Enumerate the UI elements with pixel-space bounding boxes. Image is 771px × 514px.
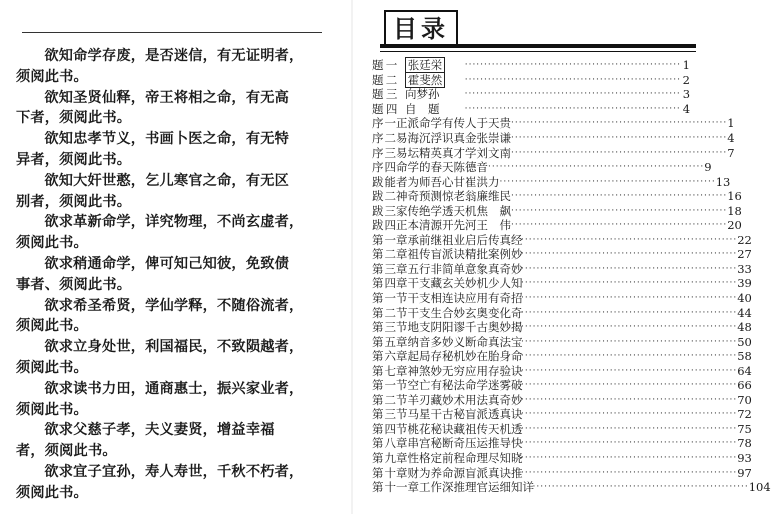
toc-entry-kind: 第 <box>372 305 385 320</box>
left-paragraph <box>16 212 334 254</box>
toc-entry-subtitle: 崔洪力 <box>465 174 500 189</box>
paragraph-lead-line: 欲求宜子宜孙，寿人寿世，千秋不朽者， <box>44 463 304 480</box>
toc-leader-dots: ························································ <box>521 234 738 245</box>
toc-entry-page: 2 <box>682 72 690 87</box>
toc-entry-kind: 题 <box>372 58 385 73</box>
toc-entry-number: 三 <box>384 203 396 218</box>
toc-entry-subtitle: 断命真法宝 <box>465 334 523 349</box>
toc-entry-page: 58 <box>737 349 752 364</box>
toc-entry-kind: 第 <box>372 276 385 291</box>
toc-entry-kind: 序 <box>372 160 385 175</box>
toc-entry-kind: 序 <box>372 131 385 145</box>
toc-entry[interactable] <box>372 465 752 480</box>
toc-entry-page: 97 <box>737 465 752 480</box>
toc-entry-page: 39 <box>737 276 752 291</box>
toc-entry-subtitle: 应用存验诀 <box>465 363 523 378</box>
paragraph-tail-line: 别者，须阅此书。 <box>16 193 132 210</box>
toc-entry-page: 27 <box>737 247 752 262</box>
toc-entry-subtitle: 妙机少人知 <box>465 276 523 291</box>
left-paragraph <box>16 420 334 462</box>
toc-entry[interactable] <box>372 421 752 437</box>
toc-entry-page: 7 <box>727 145 735 160</box>
toc-entry-number: 二 <box>384 247 396 262</box>
toc-entry[interactable] <box>372 58 690 73</box>
toc-entry-page: 20 <box>727 218 742 233</box>
toc-entry[interactable] <box>372 145 735 160</box>
toc-entry-subtitle: 启后传真经 <box>465 232 523 247</box>
toc-entry-title: 正派命学有传人 <box>396 116 477 131</box>
paragraph-tail-line: 事者、须阅此书。 <box>16 276 132 293</box>
toc-leader-dots: ························································ <box>532 482 749 493</box>
toc-entry-kind: 第 <box>372 407 385 422</box>
toc-leader-dots: ························································ <box>521 293 738 304</box>
toc-entry-number: 八 <box>384 436 396 451</box>
toc-leader-dots: ························································ <box>511 147 728 158</box>
toc-entry-page: 4 <box>727 131 735 145</box>
toc-entry-number: 三 <box>384 261 396 276</box>
left-paragraph <box>16 296 334 338</box>
toc-entry-unit: 章 <box>396 276 408 291</box>
toc-entry-title: 正本清源开先河 <box>396 218 477 233</box>
toc-leader-dots: ························································ <box>521 263 738 274</box>
toc-leader-dots: ························································ <box>499 176 716 187</box>
toc-entry[interactable] <box>372 73 690 88</box>
toc-leader-dots: ························································ <box>521 322 738 333</box>
toc-entry-kind: 跋 <box>372 174 385 189</box>
toc-entry-number: 四 <box>385 101 398 116</box>
toc-entry-kind: 跋 <box>372 189 385 204</box>
toc-entry-unit: 章 <box>396 349 408 364</box>
paragraph-tail-line: 下者，须阅此书。 <box>16 110 132 127</box>
toc-entry-page: 104 <box>748 480 771 495</box>
toc-entry-title: 神煞妙无穷 <box>407 363 465 378</box>
toc-entry-subtitle: 王 伟 <box>476 218 511 233</box>
toc-leader-dots: ························································ <box>521 394 738 405</box>
left-paragraph <box>16 129 334 171</box>
toc-entry-kind: 第 <box>372 320 385 335</box>
toc-entry-title: 羊刃藏妙术 <box>407 392 465 407</box>
paragraph-tail-line: 须阅此书。 <box>16 318 88 335</box>
toc-entry-kind: 序 <box>372 116 385 131</box>
toc-entry[interactable] <box>372 232 752 248</box>
toc-entry-unit: 章 <box>396 363 408 378</box>
toc-entry-subtitle: 官运细知详 <box>476 480 534 495</box>
toc-entry[interactable] <box>372 291 752 306</box>
toc-entry-number: 二 <box>385 72 398 87</box>
toc-leader-dots: ························································ <box>464 60 681 71</box>
toc-leader-dots: ························································ <box>511 220 728 231</box>
toc-entry-title <box>405 58 446 72</box>
toc-entry-title: 干支藏玄关 <box>407 276 465 291</box>
toc-entry-title: 桃花秘诀藏 <box>407 421 465 436</box>
toc-entry-number: 三 <box>385 87 398 102</box>
toc-entry-number: 二 <box>384 392 396 407</box>
toc-entry-title: 易坛精英真才学 <box>396 145 477 160</box>
toc-entry-title: 祖传盲派诀 <box>407 247 465 262</box>
toc-entry-title: 空亡有秘法 <box>407 378 465 393</box>
paragraph-lead-line: 欲知命学存废，是否迷信，有无证明者， <box>44 48 304 64</box>
toc-entry-page: 13 <box>715 174 731 189</box>
toc-entry-unit: 节 <box>396 291 408 306</box>
toc-entry-page: 16 <box>727 189 742 204</box>
toc-entry-number: 四 <box>384 276 396 291</box>
right-page <box>352 0 771 514</box>
toc-entry-title: 命学的春天 <box>396 160 454 175</box>
toc-entry-page: 66 <box>737 378 752 393</box>
toc-entry[interactable] <box>372 102 690 117</box>
toc-leader-dots: ························································ <box>521 307 738 318</box>
toc-entry-title: 家传绝学透天机 <box>396 203 477 218</box>
left-page-text <box>16 46 334 504</box>
toc-entry-page: 75 <box>737 421 752 436</box>
left-page <box>0 0 352 514</box>
toc-leader-dots: ························································ <box>464 89 681 100</box>
toc-entry-number: 三 <box>384 320 396 335</box>
toc-entry-subtitle: 祖传天机透 <box>465 421 523 436</box>
toc-entry[interactable] <box>372 378 752 393</box>
toc-leader-dots: ························································ <box>521 467 738 478</box>
toc-leader-dots: ························································ <box>521 438 738 449</box>
toc-entry-kind: 第 <box>372 334 385 349</box>
toc-entry-number: 二 <box>384 189 396 204</box>
left-paragraph <box>16 337 334 379</box>
paragraph-lead-line: 欲求立身处世，利国福民，不致陨越者， <box>44 339 304 356</box>
toc-entry-title: 串宫秘断奇 <box>407 436 465 451</box>
toc-entry-subtitle: 千古奥妙揭 <box>465 320 523 335</box>
toc-entry-page: 4 <box>682 101 691 116</box>
toc-entry-kind: 第 <box>372 451 385 466</box>
toc-entry-page: 70 <box>737 392 752 407</box>
paragraph-tail-line: 者，须阅此书。 <box>16 443 117 460</box>
toc-leader-dots: ························································ <box>511 133 728 143</box>
left-paragraph <box>16 46 334 88</box>
toc-entry-subtitle: 用法真奇妙 <box>465 392 523 407</box>
toc-entry-unit: 节 <box>396 392 408 407</box>
toc-entry-number: 一 <box>384 116 396 131</box>
toc-entry-page: 40 <box>737 291 752 306</box>
toc-leader-dots: ························································ <box>521 336 738 347</box>
paragraph-tail-line: 须阅此书。 <box>16 68 88 85</box>
toc-entry-title: 工作深推理 <box>419 480 477 495</box>
left-paragraph <box>16 462 334 504</box>
toc-entry[interactable] <box>372 363 752 378</box>
toc-entry-title: 易海沉浮识真金 <box>396 131 477 145</box>
paragraph-lead-line: 欲知大奸世憨，乞儿寒官之命，有无区 <box>44 172 289 189</box>
toc-entry-page: 22 <box>737 232 752 247</box>
toc-entry-subtitle: 应用有奇招 <box>465 291 523 306</box>
toc-entry-page: 48 <box>737 320 752 335</box>
toc-list <box>372 58 771 495</box>
toc-entry-unit: 节 <box>396 305 408 320</box>
toc-leader-dots: ························································ <box>511 205 728 216</box>
toc-leader-dots: ························································ <box>521 249 738 260</box>
paragraph-tail-line: 须阅此书。 <box>16 359 88 376</box>
toc-entry-kind: 跋 <box>372 203 385 218</box>
toc-entry[interactable] <box>372 320 752 335</box>
toc-entry-subtitle: 盲派透真诀 <box>465 407 523 422</box>
toc-leader-dots: ························································ <box>464 74 681 85</box>
toc-entry-kind: 第 <box>372 378 385 393</box>
toc-entry-subtitle: 焦 飙 <box>476 203 511 218</box>
toc-leader-dots: ························································ <box>464 103 681 114</box>
toc-entry-title: 自 题 <box>405 101 440 116</box>
toc-entry[interactable] <box>372 334 752 349</box>
toc-entry-unit: 节 <box>396 320 408 335</box>
toc-entry-kind: 第 <box>372 363 385 378</box>
toc-entry-page: 9 <box>704 160 712 175</box>
paragraph-tail-line: 须阅此书。 <box>16 401 88 418</box>
toc-entry-title: 承前继祖业 <box>407 232 465 247</box>
toc-entry-number: 四 <box>384 160 396 175</box>
toc-entry-unit: 章 <box>396 261 408 276</box>
toc-entry-page: 78 <box>737 436 752 451</box>
toc-entry-number: 三 <box>384 145 396 160</box>
toc-entry-kind: 跋 <box>372 218 385 233</box>
toc-entry-subtitle: 于天贵 <box>476 116 511 131</box>
paragraph-lead-line: 欲求读书力田，通商惠士，振兴家业者， <box>44 380 304 397</box>
toc-entry-unit: 章 <box>396 232 408 247</box>
paragraph-tail-line: 异者，须阅此书。 <box>16 151 132 168</box>
toc-entry-page: 64 <box>737 363 752 378</box>
toc-entry-title: 五行非简单 <box>407 261 465 276</box>
toc-entry-title: 干支相连诀 <box>407 291 465 306</box>
toc-header <box>380 8 696 52</box>
toc-entry-unit: 节 <box>396 407 408 422</box>
toc-entry[interactable] <box>372 349 752 364</box>
toc-entry-kind: 第 <box>372 291 385 306</box>
toc-entry-kind: 第 <box>372 436 385 451</box>
toc-entry-kind: 第 <box>372 421 385 436</box>
toc-leader-dots: ························································ <box>521 409 738 420</box>
toc-leader-dots: ························································ <box>488 162 705 173</box>
toc-entry[interactable] <box>372 247 752 262</box>
toc-leader-dots: ························································ <box>511 118 728 129</box>
left-paragraph <box>16 171 334 213</box>
toc-entry-title: 财为养命源 <box>407 465 465 480</box>
toc-entry-kind: 序 <box>372 145 385 160</box>
toc-entry-number: 二 <box>384 131 396 145</box>
toc-entry-unit: 节 <box>396 378 408 393</box>
toc-header-thin-rule <box>380 51 696 52</box>
paragraph-tail-line: 须阅此书。 <box>16 484 88 501</box>
toc-entry[interactable] <box>372 451 752 466</box>
toc-entry-number: 七 <box>384 363 396 378</box>
toc-entry-title <box>405 73 446 87</box>
toc-entry[interactable] <box>372 203 742 218</box>
toc-entry-unit: 章 <box>396 247 408 262</box>
toc-entry-title: 神奇预测惊老翁 <box>396 189 477 204</box>
toc-entry-kind: 第 <box>372 349 385 364</box>
toc-entry-page: 3 <box>682 87 691 102</box>
toc-entry-subtitle: 命理尽知晓 <box>465 451 523 466</box>
toc-entry-subtitle: 妙在胎身命 <box>465 349 523 364</box>
toc-entry-kind: 第 <box>372 261 385 276</box>
left-paragraph <box>16 88 334 130</box>
toc-entry-kind: 第 <box>372 247 385 262</box>
toc-entry-title-boxed: 张廷栄 <box>405 57 446 73</box>
paragraph-lead-line: 欲求父慈子孝，夫义妻贤，增益幸福 <box>44 422 275 439</box>
toc-entry-subtitle: 命学迷雾破 <box>465 378 523 393</box>
paragraph-tail-line: 须阅此书。 <box>16 235 88 252</box>
toc-entry[interactable] <box>372 116 735 131</box>
paragraph-lead-line: 欲知忠孝节义，书画卜医之命，有无特 <box>44 131 289 148</box>
toc-entry-number: 二 <box>384 305 396 320</box>
toc-entry-unit: 章 <box>396 436 408 451</box>
toc-entry-subtitle: 意象真奇妙 <box>465 261 523 276</box>
toc-entry-kind: 第 <box>372 392 385 407</box>
toc-entry-number: 六 <box>384 349 396 364</box>
toc-entry-unit: 章 <box>396 334 408 349</box>
toc-entry-unit: 章 <box>407 480 419 495</box>
toc-entry-title: 能者为师吾心甘 <box>384 174 465 189</box>
toc-entry-subtitle: 压运推导快 <box>465 436 523 451</box>
toc-entry-subtitle: 刘文南 <box>476 145 511 160</box>
toc-entry-kind: 第 <box>372 480 385 495</box>
toc-entry-subtitle: 陈德音 <box>453 160 488 175</box>
toc-entry-page: 93 <box>737 451 752 466</box>
toc-header-thick-rule <box>380 44 696 48</box>
toc-leader-dots: ························································ <box>521 423 738 434</box>
toc-entry-number: 十一 <box>384 480 408 495</box>
toc-entry-title: 干支生合妙 <box>407 305 465 320</box>
toc-leader-dots: ························································ <box>521 278 738 289</box>
toc-entry-title-boxed: 霍斐然 <box>405 72 446 88</box>
toc-entry-number: 九 <box>384 451 396 466</box>
toc-entry[interactable] <box>372 218 742 233</box>
toc-entry-kind: 题 <box>372 101 385 116</box>
toc-entry-page: 1 <box>682 58 690 73</box>
toc-leader-dots: ························································ <box>521 365 738 376</box>
paragraph-lead-line: 欲求革新命学，详究物理，不尚玄虚者， <box>44 214 304 231</box>
toc-entry-number: 三 <box>384 407 396 422</box>
toc-entry-number: 一 <box>385 58 398 73</box>
toc-entry-title: 向梦孙 <box>405 87 440 102</box>
paragraph-lead-line: 欲知圣贤仙释，帝王将相之命，有无高 <box>44 89 289 106</box>
toc-entry-subtitle: 盲派真诀推 <box>465 465 523 480</box>
toc-leader-dots: ························································ <box>521 351 738 362</box>
toc-entry-title: 纳音多妙义 <box>407 334 465 349</box>
toc-entry[interactable] <box>372 160 712 175</box>
toc-entry-title: 地支阴阳谬 <box>407 320 465 335</box>
toc-entry[interactable] <box>372 305 752 320</box>
toc-entry-page: 18 <box>727 203 742 218</box>
toc-entry-page: 1 <box>727 116 735 131</box>
toc-entry-kind: 题 <box>372 87 385 102</box>
toc-leader-dots: ························································ <box>521 453 738 464</box>
toc-entry-unit: 节 <box>396 421 408 436</box>
toc-entry-subtitle: 玄奥变化奇 <box>465 305 523 320</box>
toc-leader-dots: ························································ <box>521 380 738 391</box>
toc-entry[interactable] <box>372 131 735 146</box>
paragraph-lead-line: 欲求稍通命学，俾可知己知彼，免致债 <box>44 255 289 272</box>
toc-entry-subtitle: 张崇谦 <box>476 131 511 145</box>
toc-entry-unit: 章 <box>396 465 408 480</box>
toc-entry-page: 33 <box>737 261 752 276</box>
toc-entry[interactable] <box>372 392 752 408</box>
top-rule <box>22 32 322 33</box>
toc-leader-dots: ························································ <box>511 191 728 202</box>
toc-entry-title: 性格定前程 <box>407 451 465 466</box>
toc-entry-number: 一 <box>384 291 396 306</box>
toc-entry[interactable] <box>372 436 752 451</box>
toc-title: 目录 <box>384 10 458 46</box>
toc-entry-title: 起局存秘机 <box>407 349 465 364</box>
toc-entry[interactable] <box>372 174 731 189</box>
toc-entry[interactable] <box>372 480 771 495</box>
toc-entry-page: 72 <box>737 407 752 422</box>
toc-entry-kind: 第 <box>372 465 385 480</box>
toc-entry-number: 一 <box>384 232 396 247</box>
toc-entry-number: 一 <box>384 378 396 393</box>
left-paragraph <box>16 254 334 296</box>
toc-entry-page: 50 <box>737 334 752 349</box>
toc-entry-unit: 章 <box>396 451 408 466</box>
toc-entry-number: 十 <box>384 465 396 480</box>
toc-entry-subtitle: 精批案例妙 <box>465 247 523 262</box>
toc-entry-number: 四 <box>384 218 396 233</box>
toc-entry-title: 马星干古秘 <box>407 407 465 422</box>
toc-entry-kind: 题 <box>372 72 385 87</box>
toc-entry-subtitle: 廉维民 <box>476 189 511 204</box>
toc-entry-number: 五 <box>384 334 396 349</box>
toc-entry[interactable] <box>372 189 742 204</box>
left-paragraph <box>16 379 334 421</box>
toc-entry-kind: 第 <box>372 232 385 247</box>
toc-entry[interactable] <box>372 87 690 102</box>
toc-entry-number: 四 <box>384 421 396 436</box>
paragraph-lead-line: 欲求希圣希贤，学仙学释，不随俗流者， <box>44 297 304 314</box>
toc-entry-page: 44 <box>737 305 752 320</box>
toc-entry[interactable] <box>372 276 752 291</box>
toc-entry[interactable] <box>372 407 752 422</box>
toc-entry[interactable] <box>372 261 752 277</box>
